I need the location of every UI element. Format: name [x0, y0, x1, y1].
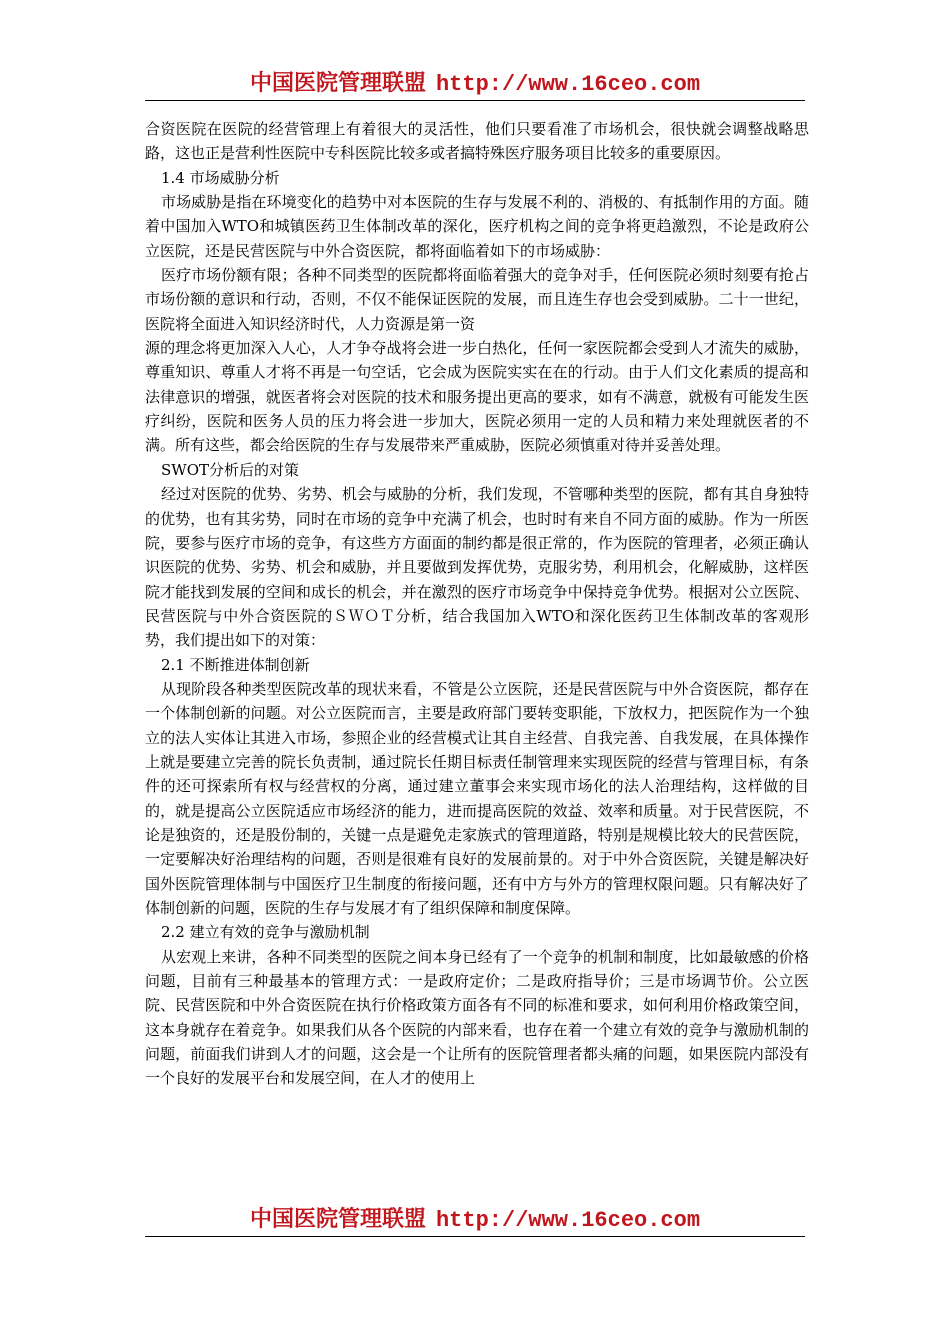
section-heading: 1.4 市场威胁分析 [161, 168, 280, 187]
paragraph: 市场威胁是指在环境变化的趋势中对本医院的生存与发展不利的、消极的、有抵制作用的方面。随着中国加入WTO和城镇医药卫生体制改革的深化，医疗机构之间的竞争将更趋激烈，不论是政府公立医院，还是民营医院与中外合资医院，都将面临着如下的市场威胁： [145, 193, 809, 260]
header-banner [145, 70, 805, 99]
document-body [145, 117, 809, 1091]
paragraph: 从宏观上来讲，各种不同类型的医院之间本身已经有了一个竞争的机制和制度，比如最敏感的价格问题，目前有三种最基本的管理方式：一是政府定价；二是政府指导价；三是市场调节价。公立医院、民营医院和中外合资医院在执行价格政策方面各有不同的标准和要求，如何利用价格政策空间，这本身就存在着竞争。如果我们从各个医院的内部来看，也存在着一个建立有效的竞争与激励机制的问题，前面我们讲到人才的问题，这会是一个让所有的医院管理者都头痛的问题，如果医院内部没有一个良好的发展平台和发展空间，在人才的使用上 [145, 947, 809, 1088]
paragraph: 医疗市场份额有限；各种不同类型的医院都将面临着强大的竞争对手，任何医院必须时刻要有抢占市场份额的意识和行动，否则，不仅不能保证医院的发展，而且连生存也会受到威胁。二十一世纪，医院将全面进入知识经济时代，人力资源是第一资 [145, 266, 809, 333]
footer-brand: 中国医院管理联盟 [249, 1207, 426, 1232]
header-brand: 中国医院管理联盟 [249, 71, 426, 96]
footer-url-link[interactable]: http://www.16ceo.com [435, 1208, 701, 1233]
section-heading: SWOT分析后的对策 [161, 460, 299, 479]
footer-rule [145, 1236, 805, 1237]
paragraph: 合资医院在医院的经营管理上有着很大的灵活性，他们只要看准了市场机会，很快就会调整战略思路，这也正是营利性医院中专科医院比较多或者搞特殊医疗服务项目比较多的重要原因。 [145, 120, 809, 163]
paragraph: 经过对医院的优势、劣势、机会与威胁的分析，我们发现，不管哪种类型的医院，都有其自身独特的优势，也有其劣势，同时在市场的竞争中充满了机会，也时时有来自不同方面的威胁。作为一所医院，要参与医疗市场的竞争，有这些方方面面的制约都是很正常的，作为医院的管理者，必须正确认识医院的优势、劣势、机会和威胁，并且要做到发挥优势，克服劣势，利用机会，化解威胁，这样医院才能找到发展的空间和成长的机会，并在激烈的医疗市场竞争中保持竞争优势。根据对公立医院、民营医院与中外合资医院的ＳＷＯＴ分析，结合我国加入WTO和深化医药卫生体制改革的客观形势，我们提出如下的对策： [145, 485, 809, 650]
section-heading: 2.1 不断推进体制创新 [161, 655, 310, 674]
paragraph: 源的理念将更加深入人心，人才争夺战将会进一步白热化，任何一家医院都会受到人才流失的威胁，尊重知识、尊重人才将不再是一句空话，它会成为医院实实在在的行动。由于人们文化素质的提高和法律意识的增强，就医者将会对医院的技术和服务提出更高的要求，如有不满意，就极有可能发生医疗纠纷，医院和医务人员的压力将会进一步加大，医院必须用一定的人员和精力来处理就医者的不满。所有这些，都会给医院的生存与发展带来严重威胁，医院必须慎重对待并妥善处理。 [145, 339, 809, 455]
paragraph: 从现阶段各种类型医院改革的现状来看，不管是公立医院，还是民营医院与中外合资医院，都存在一个体制创新的问题。对公立医院而言，主要是政府部门要转变职能，下放权力，把医院作为一个独立的法人实体让其进入市场，参照企业的经营模式让其自主经营、自我完善、自我发展，在具体操作上就是要建立完善的院长负责制，通过院长任期目标责任制管理来实现医院的经营与管理目标，有条件的还可探索所有权与经营权的分离，通过建立董事会来实现市场化的法人治理结构，这样做的目的，就是提高公立医院适应市场经济的能力，进而提高医院的效益、效率和质量。对于民营医院，不论是独资的，还是股份制的，关键一点是避免走家族式的管理道路，特别是规模比较大的民营医院，一定要解决好治理结构的问题，否则是很难有良好的发展前景的。对于中外合资医院，关键是解决好国外医院管理体制与中国医疗卫生制度的衔接问题，还有中方与外方的管理权限问题。只有解决好了体制创新的问题，医院的生存与发展才有了组织保障和制度保障。 [145, 679, 809, 917]
header-url-link[interactable]: http://www.16ceo.com [435, 72, 701, 97]
header-rule [145, 100, 805, 101]
footer-banner [145, 1206, 805, 1235]
section-heading: 2.2 建立有效的竞争与激励机制 [161, 923, 370, 942]
